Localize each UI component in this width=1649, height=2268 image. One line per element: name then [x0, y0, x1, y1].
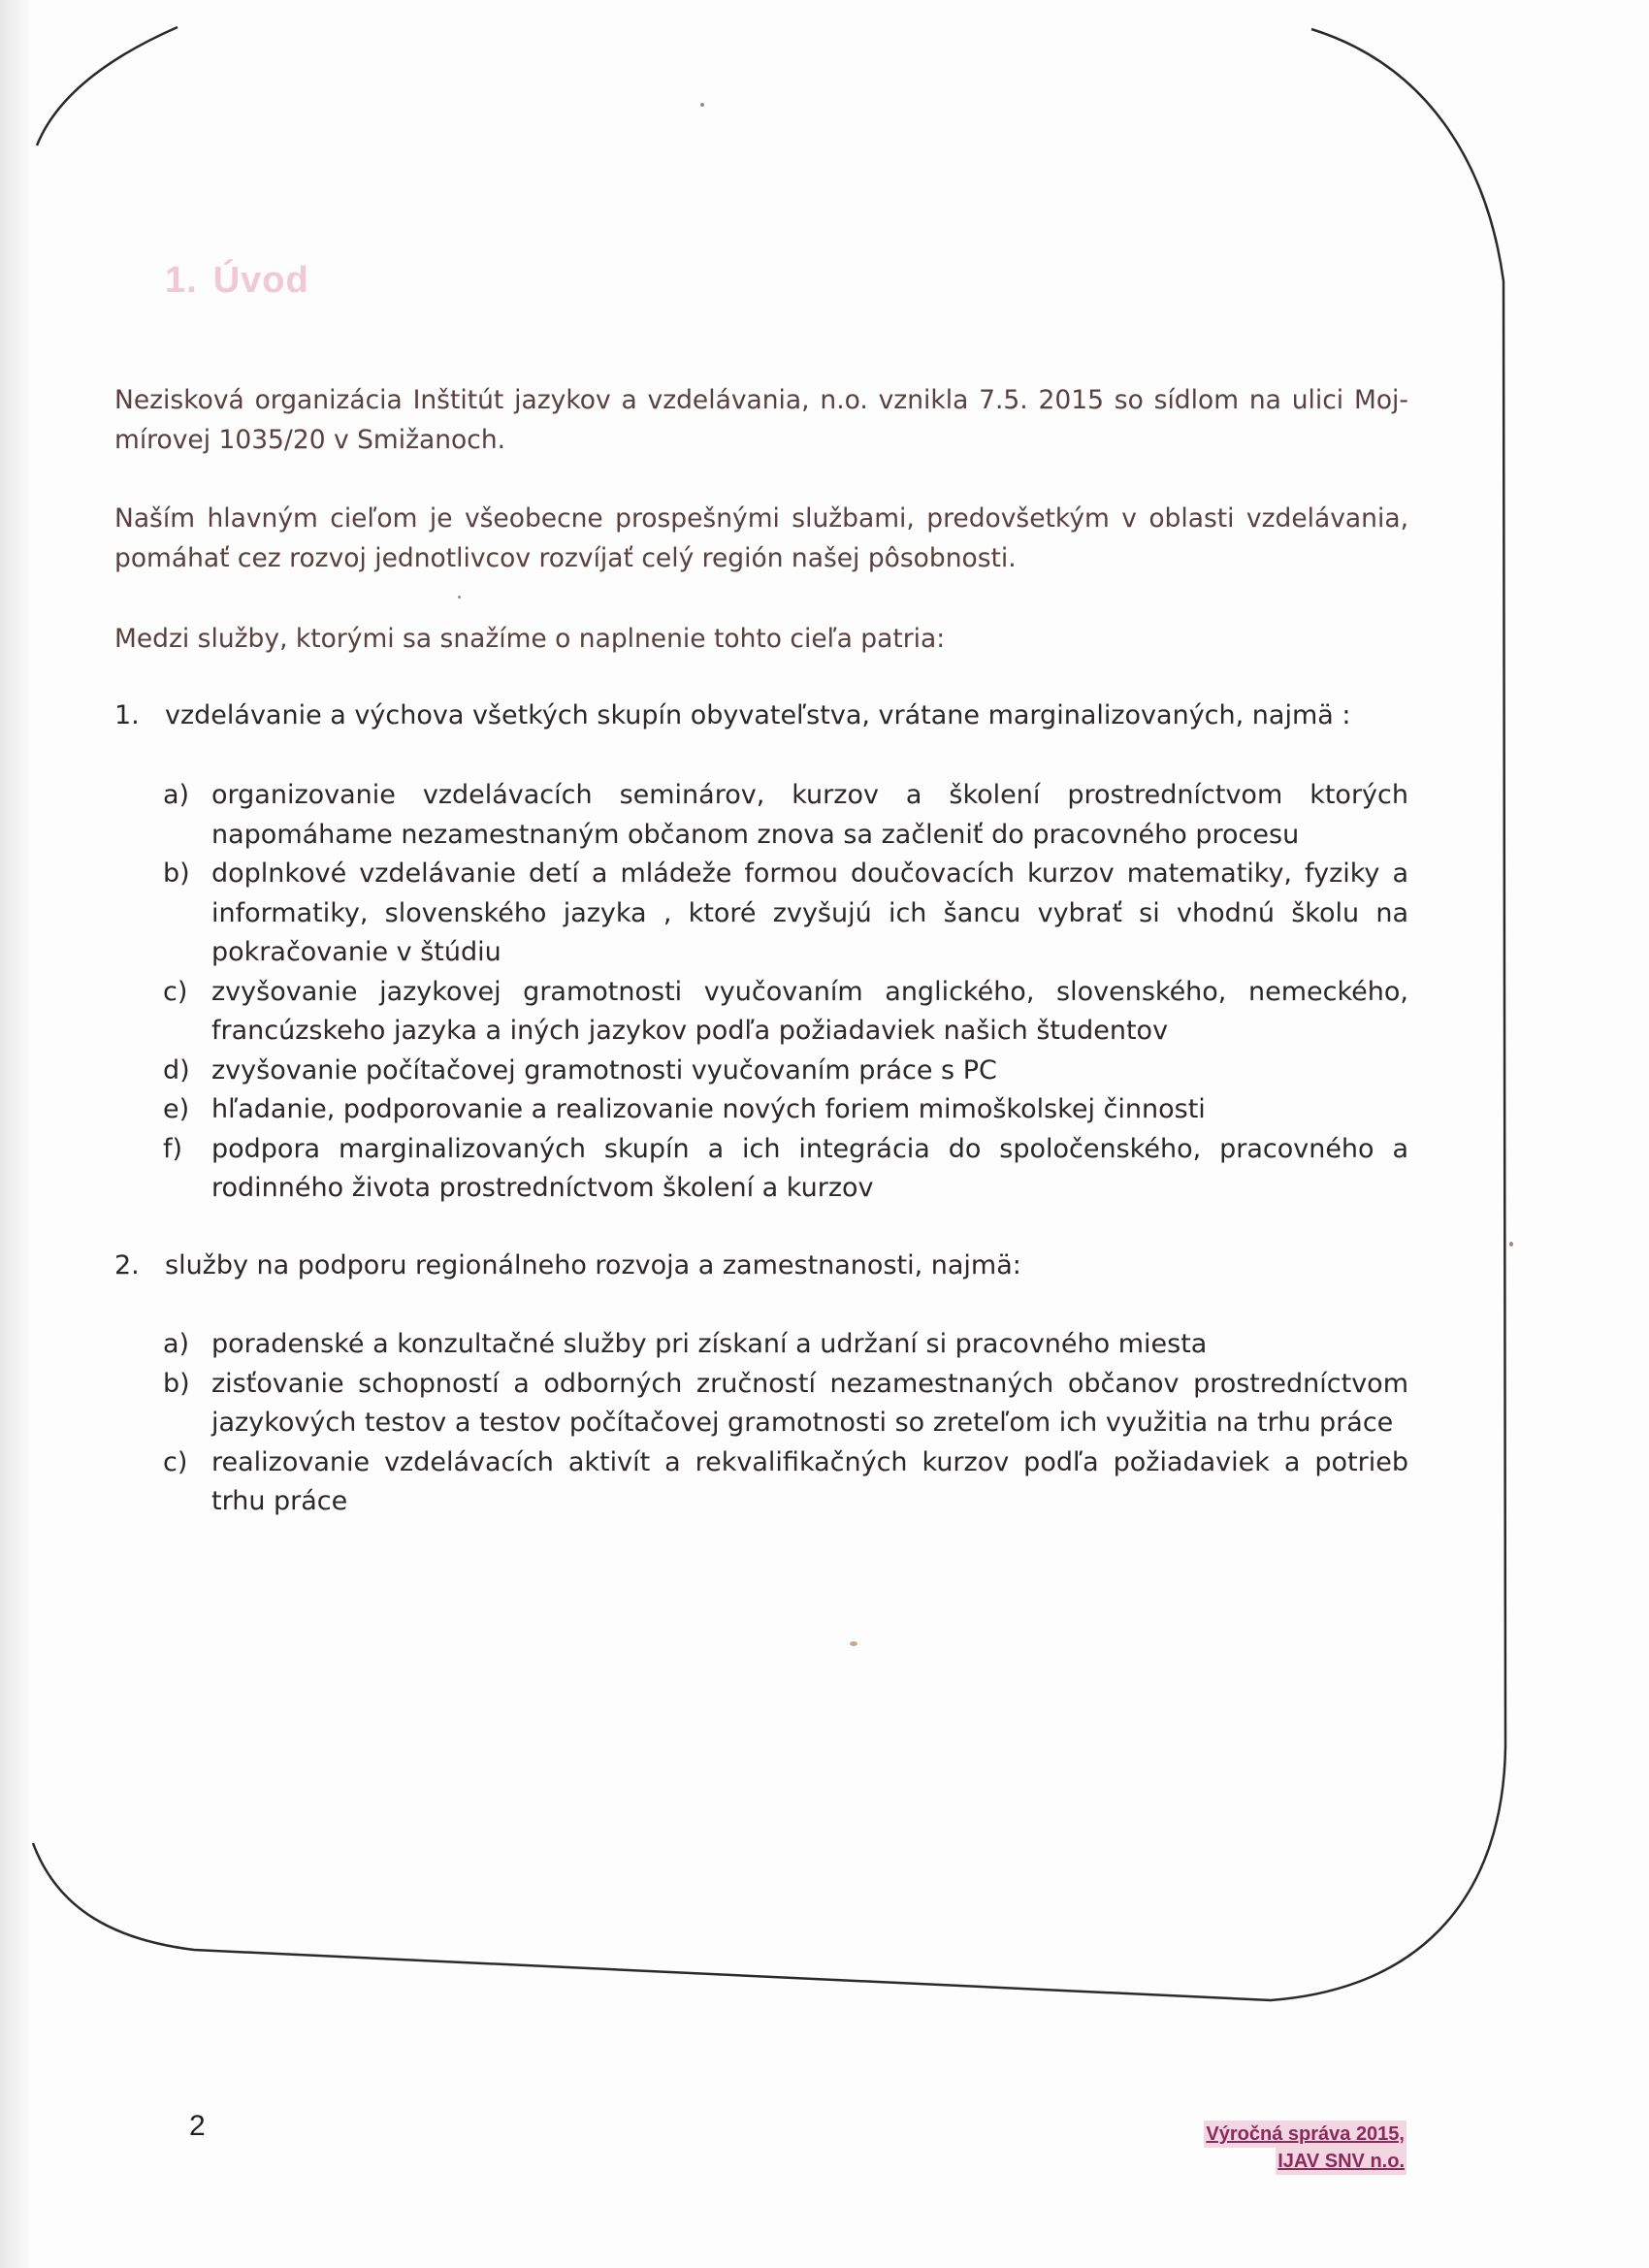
sub-letter: a)	[163, 780, 190, 810]
section-number: 1.	[165, 260, 198, 301]
sub-text: zvyšovanie jazykovej gramotnosti vyučovaním anglického, slovenského, nemeckého, francúzskeho jazyka a iných jazykov podľa požiadaviek našich študentov	[211, 976, 1408, 1046]
page-number: 2	[189, 2110, 206, 2142]
list-number: 1.	[114, 700, 140, 730]
frame-top-left-curve	[37, 27, 178, 146]
footer-report-title	[1204, 2121, 1406, 2175]
sub-text: zvyšovanie počítačovej gramotnosti vyučovaním práce s PC	[211, 1054, 997, 1085]
sub-text: doplnkové vzdelávanie detí a mládeže formou doučovacích kurzov matematiky, fyziky a informatiky, slovenského jazyka , ktoré zvyšujú ich šancu vybrať si vhodnú školu na pokračovanie v štúdiu	[211, 859, 1408, 967]
sub-letter: c)	[163, 976, 188, 1007]
scan-speck	[1509, 1242, 1513, 1247]
services-intro: Medzi služby, ktorými sa snažíme o naplnenie tohto cieľa patria:	[114, 624, 946, 654]
scan-speck	[458, 596, 461, 599]
list-item-text: služby na podporu regionálneho rozvoja a zamestnanosti, najmä:	[165, 1250, 1021, 1280]
list-item-text: vzdelávanie a výchova všetkých skupín obyvateľstva, vrátane marginalizovaných, najmä :	[165, 700, 1351, 730]
sub-letter: b)	[163, 859, 190, 889]
sub-letter: b)	[163, 1368, 190, 1399]
sub-letter: a)	[163, 1329, 190, 1359]
sub-list-item	[163, 1365, 1408, 1443]
sub-text: podpora marginalizovaných skupín a ich integrácia do spoločenského, pracovného a rodinného života prostredníctvom školení a kurzov	[211, 1133, 1408, 1203]
sub-list-item	[163, 973, 1408, 1052]
sub-text: organizovanie vzdelávacích seminárov, kurzov a školení prostredníctvom ktorých napomáhame nezamestnaným občanom znova sa začleniť do pracovného procesu	[211, 780, 1408, 850]
scan-speck	[700, 103, 704, 107]
sub-list-item	[163, 1052, 1408, 1091]
list-number: 2.	[114, 1250, 140, 1280]
list-item-main	[114, 696, 1408, 735]
intro-paragraph: Nezisková organizácia Inštitút jazykov a vzdelávania, n.o. vznikla 7.5. 2015 so sídlom na ulici Moj-mírovej 1035/20 v Smižanoch.	[114, 385, 1408, 455]
section-title: Úvod	[212, 260, 309, 301]
sub-list	[163, 1325, 1408, 1522]
sub-list-item	[163, 1443, 1408, 1522]
sub-list-item	[163, 855, 1408, 973]
sub-text: poradenské a konzultačné služby pri získaní a udržaní si pracovného miesta	[211, 1329, 1208, 1359]
scan-speck	[850, 1641, 857, 1646]
sub-text: zisťovanie schopností a odborných zručností nezamestnaných občanov prostredníctvom jazykových testov a testov počítačovej gramotnosti so zreteľom ich využitia na trhu práce	[211, 1368, 1408, 1438]
list-item-main	[114, 1246, 1408, 1285]
sub-list	[163, 776, 1408, 1209]
sub-letter: f)	[163, 1133, 183, 1164]
sub-list-item	[163, 1325, 1408, 1365]
sub-letter: e)	[163, 1094, 190, 1124]
goal-paragraph: Naším hlavným cieľom je všeobecne prospešnými službami, predovšetkým v oblasti vzdelávania, pomáhať cez rozvoj jednotlivcov rozvíjať celý región našej pôsobnosti.	[114, 503, 1408, 573]
sub-text: hľadanie, podporovanie a realizovanie nových foriem mimoškolskej činnosti	[211, 1094, 1206, 1124]
sub-letter: d)	[163, 1054, 190, 1085]
footer-title-line1: Výročná správa 2015,	[1204, 2121, 1406, 2148]
sub-list-item	[163, 1130, 1408, 1209]
section-heading	[165, 260, 309, 302]
footer-title-line2: IJAV SNV n.o.	[1276, 2148, 1406, 2175]
sub-letter: c)	[163, 1446, 188, 1477]
sub-list-item	[163, 1090, 1408, 1130]
sub-list-item	[163, 776, 1408, 855]
sub-text: realizovanie vzdelávacích aktivít a rekvalifikačných kurzov podľa požiadaviek a potrieb trhu práce	[211, 1446, 1408, 1516]
